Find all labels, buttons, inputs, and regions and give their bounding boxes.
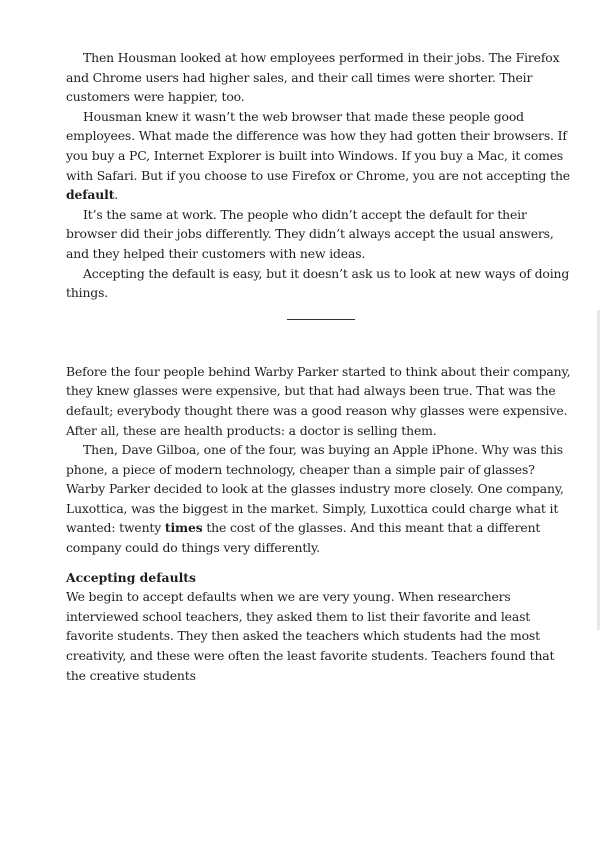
paragraph-text: Housman knew it wasn’t the web browser that made these people good employees. What made the difference was how they had gotten their browsers. If you buy a PC, Internet Explorer is built into Windows. If you buy a Mac, it comes with Safari. But if you choose to use Firefox or Chrome, you are not accepting the (66, 108, 570, 183)
paragraph-text: the cost of the glasses. And this meant that a different company could do things very differently. (66, 520, 541, 556)
section-spacer (66, 558, 576, 568)
paragraph-dave-gilboa (66, 440, 576, 558)
section-heading-accepting-defaults: Accepting defaults (66, 569, 196, 585)
document-page (66, 48, 576, 685)
bold-term-times: times (164, 520, 203, 536)
section-separator (287, 319, 355, 320)
blank-gap (66, 343, 576, 362)
paragraph-accepting-default: Accepting the default is easy, but it doesn’t ask us to look at new ways of doing things. (66, 265, 570, 301)
paragraph-housman-performance: Then Housman looked at how employees performed in their jobs. The Firefox and Chrome users had higher sales, and their call times were shorter. Their customers were happier, too. (66, 50, 560, 105)
paragraph-same-at-work: It’s the same at work. The people who didn’t accept the default for their browser did their jobs differently. They didn’t always accept the usual answers, and they helped their customers with new ideas. (66, 206, 554, 261)
paragraph-text: Then, Dave Gilboa, one of the four, was buying an Apple iPhone. Why was this phone, a piece of modern technology, cheaper than a simple pair of glasses? Warby Parker decided to look at the glasses industry more closely. One company, Luxottica, was the biggest in the market. Simply, Luxottica could charge what it wanted: twenty (66, 442, 564, 536)
bold-term-default: default (66, 187, 115, 203)
paragraph-text: . (114, 187, 119, 203)
paragraph-warby-parker: Before the four people behind Warby Parker started to think about their company, they knew glasses were expensive, but that had always been true. That was the default; everybody thought there was a good reason why glasses were expensive. After all, these are health products: a doctor is selling them. (66, 363, 571, 438)
paragraph-housman-browser (66, 107, 576, 205)
paragraph-researchers: We begin to accept defaults when we are very young. When researchers interviewed school teachers, they asked them to list their favorite and least favorite students. They then asked the teachers which students had the most creativity, and these were often the least favorite students. Teachers found that the creative students (66, 589, 555, 683)
